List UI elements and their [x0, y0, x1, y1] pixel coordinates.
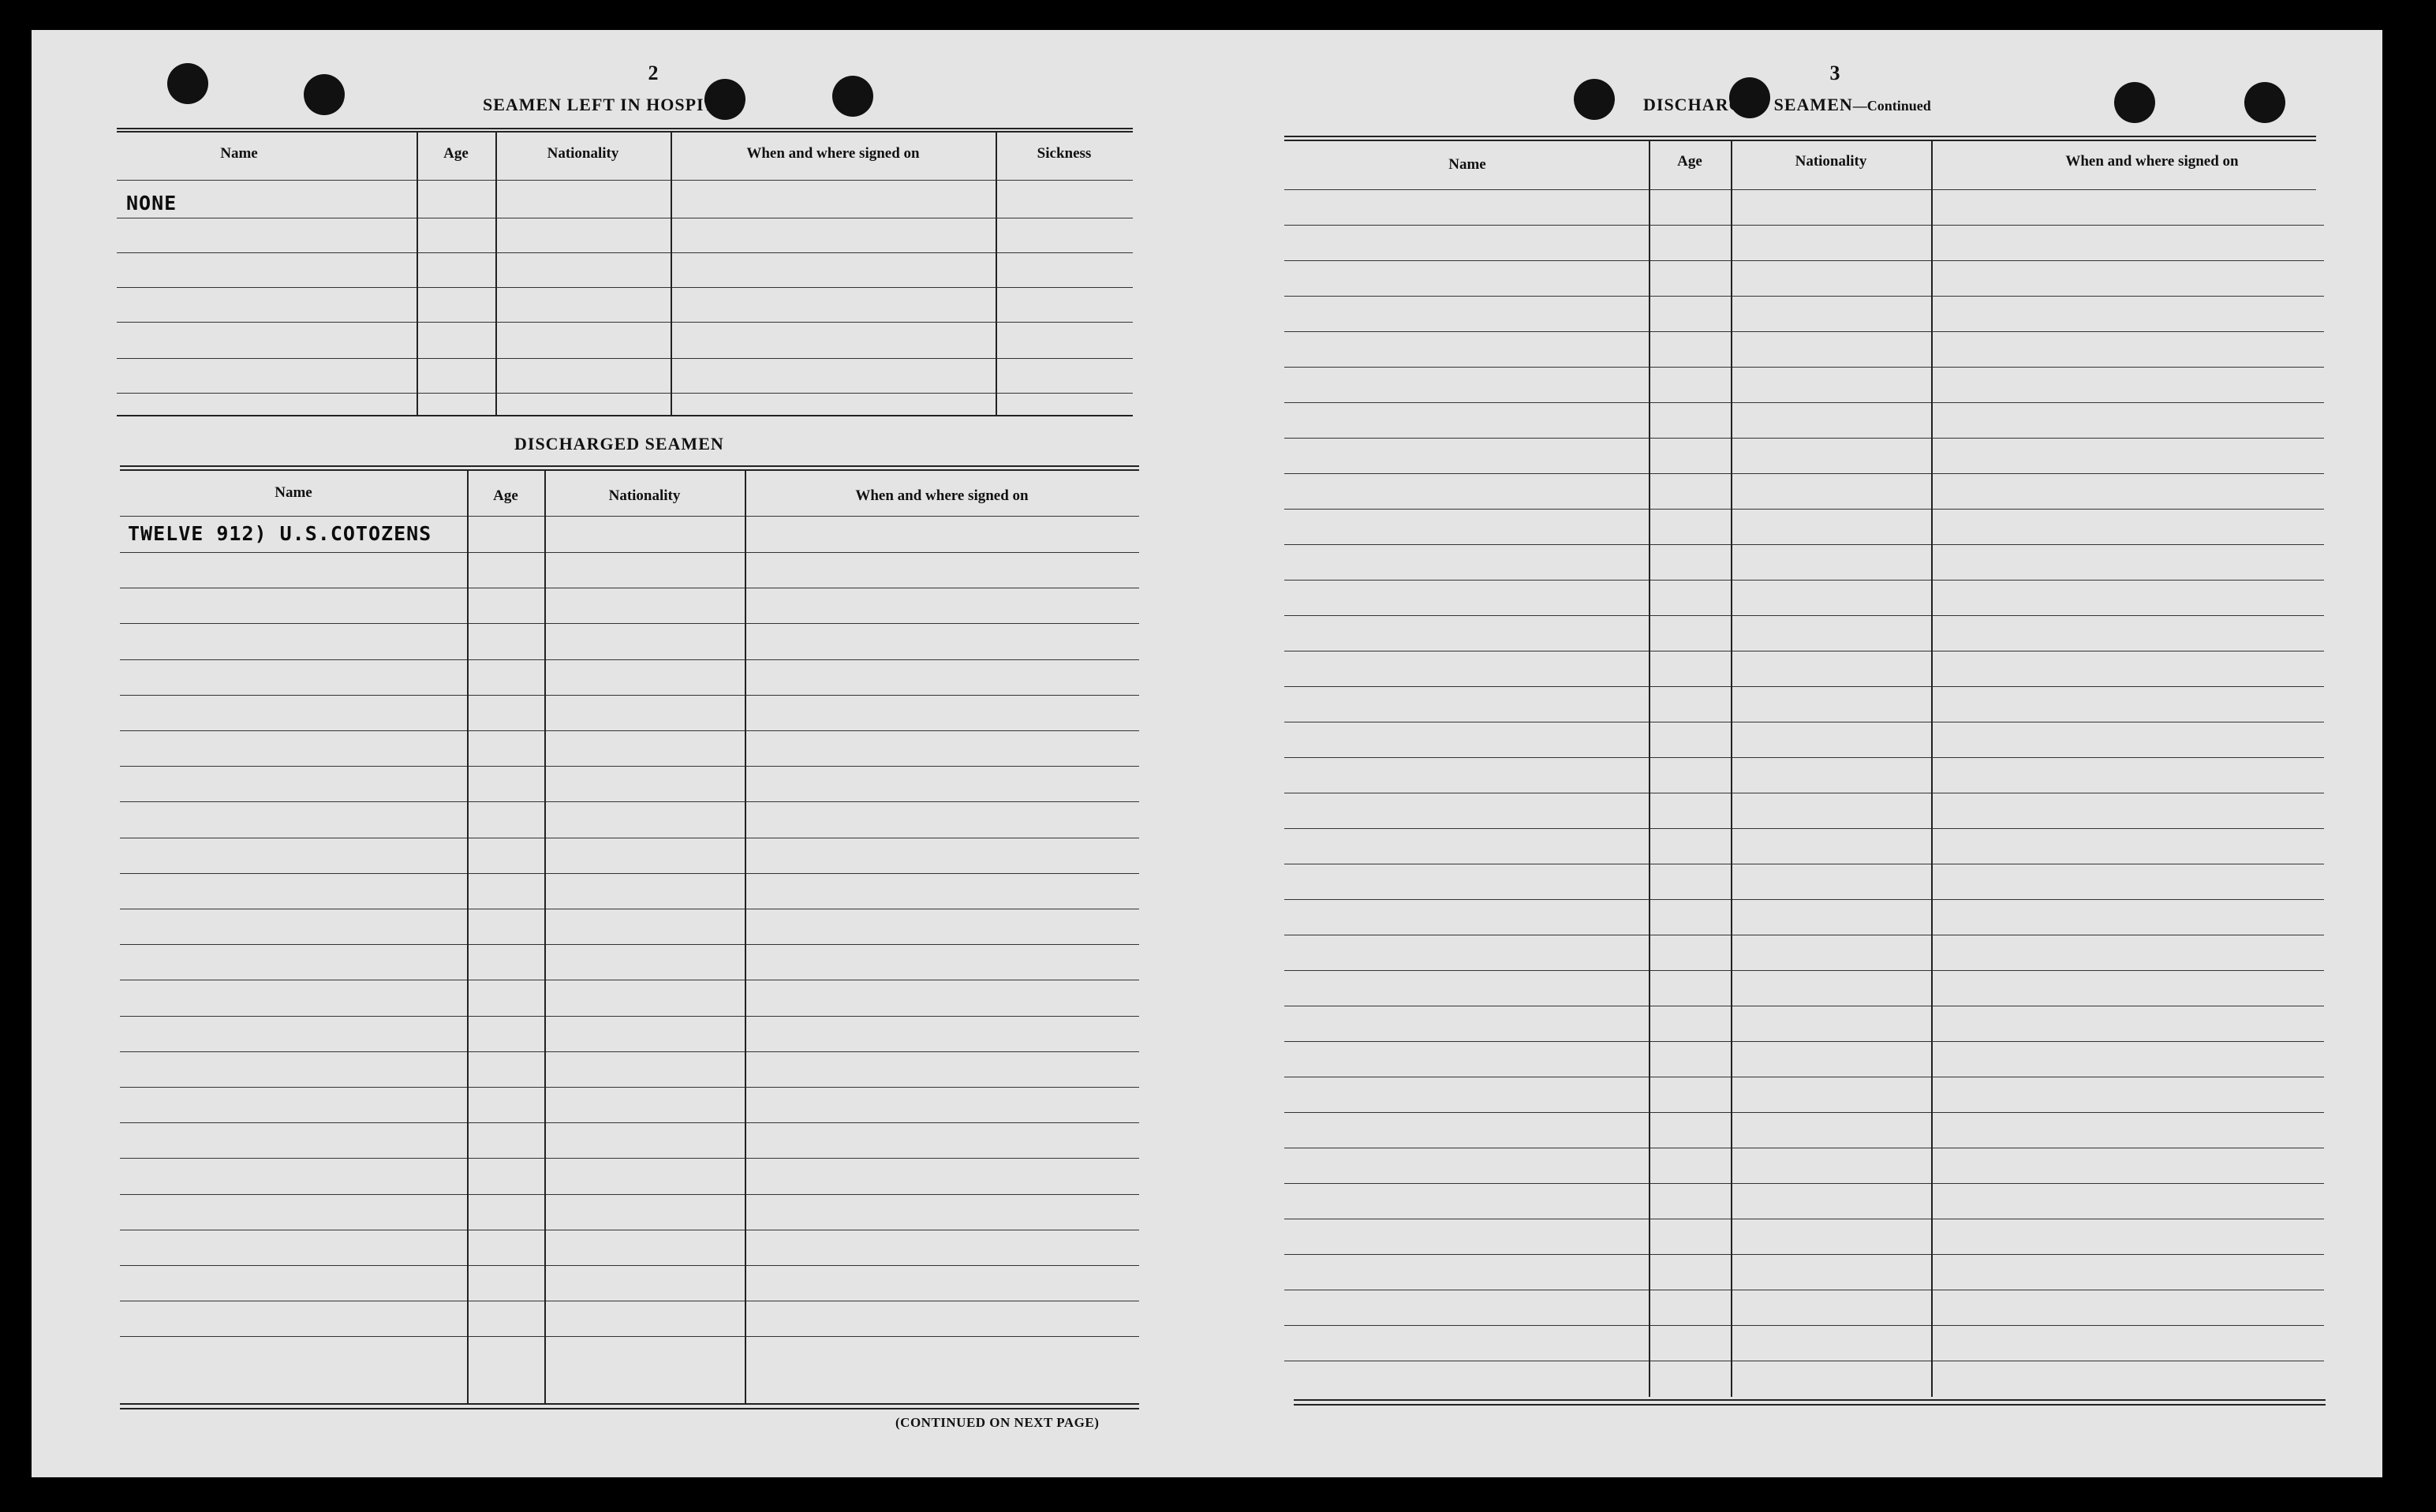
right-row-rule — [1284, 1041, 2324, 1042]
right-row-rule — [1284, 367, 2324, 368]
right-section-title — [1643, 95, 1931, 115]
left-page-number: 2 — [648, 62, 659, 84]
right-row-rule — [1284, 473, 2324, 474]
hospital-section-title: SEAMEN LEFT IN HOSPITAL — [483, 95, 742, 114]
right-row-rule — [1284, 1183, 2324, 1184]
hospital-row-rule — [117, 358, 1133, 359]
hospital-col-name: Name — [220, 145, 258, 162]
right-row-rule — [1284, 331, 2324, 332]
punch-hole — [2114, 82, 2155, 123]
hospital-col-nationality: Nationality — [547, 145, 619, 162]
discharged-row-rule — [120, 623, 1139, 624]
document-sheet — [32, 30, 2382, 1477]
right-row-rule — [1284, 1112, 2324, 1113]
punch-hole — [832, 76, 873, 117]
right-row-rule — [1284, 509, 2324, 510]
punch-hole — [167, 63, 208, 104]
right-top-rule — [1284, 140, 2316, 141]
discharged-bottom-rule — [120, 1403, 1139, 1405]
discharged-col-age: Age — [493, 487, 518, 504]
hospital-col-divider — [417, 131, 418, 415]
hospital-header-rule — [117, 180, 1133, 181]
hospital-top-rule — [117, 131, 1133, 133]
right-col-nationality: Nationality — [1795, 153, 1867, 170]
discharged-col-name: Name — [275, 484, 312, 501]
discharged-col-divider — [745, 469, 746, 1403]
right-row-rule — [1284, 544, 2324, 545]
discharged-col-signed-on: When and where signed on — [855, 487, 1029, 504]
right-section-title-text: DISCHARGED SEAMEN — [1643, 95, 1853, 114]
punch-hole — [2244, 82, 2285, 123]
punch-hole — [304, 74, 345, 115]
hospital-row-rule — [117, 393, 1133, 394]
discharged-row-rule — [120, 944, 1139, 945]
hospital-col-divider — [996, 131, 997, 415]
right-row-rule — [1284, 970, 2324, 971]
right-col-divider — [1931, 140, 1933, 1397]
continued-footer: (CONTINUED ON NEXT PAGE) — [895, 1415, 1100, 1430]
right-bottom-rule — [1294, 1399, 2326, 1401]
right-row-rule — [1284, 296, 2324, 297]
right-row-rule — [1284, 757, 2324, 758]
right-top-rule — [1284, 136, 2316, 137]
discharged-col-divider — [467, 469, 469, 1403]
right-row-rule — [1284, 1325, 2324, 1326]
right-row-rule — [1284, 899, 2324, 900]
right-row-rule — [1284, 1254, 2324, 1255]
hospital-col-divider — [671, 131, 672, 415]
hospital-row-rule — [117, 322, 1133, 323]
right-row-rule — [1284, 686, 2324, 687]
hospital-top-rule — [117, 128, 1133, 129]
discharged-row-rule — [120, 659, 1139, 660]
discharged-entry-name: TWELVE 912) U.S.COTOZENS — [128, 522, 432, 545]
discharged-row-rule — [120, 1122, 1139, 1123]
hospital-col-signed-on: When and where signed on — [746, 145, 920, 162]
hospital-col-age: Age — [443, 145, 469, 162]
hospital-entry-name: NONE — [126, 192, 177, 215]
discharged-row-rule — [120, 730, 1139, 731]
discharged-row-rule — [120, 1158, 1139, 1159]
hospital-row-rule — [117, 287, 1133, 288]
discharged-col-divider — [544, 469, 546, 1403]
right-col-name: Name — [1448, 156, 1486, 173]
right-col-divider — [1649, 140, 1650, 1397]
right-row-rule — [1284, 828, 2324, 829]
right-col-signed-on: When and where signed on — [2065, 153, 2239, 170]
right-row-rule — [1284, 580, 2324, 581]
right-col-divider — [1731, 140, 1732, 1397]
discharged-row-rule — [120, 873, 1139, 874]
hospital-row-rule — [117, 252, 1133, 253]
right-row-rule — [1284, 615, 2324, 616]
discharged-row-rule — [120, 552, 1139, 553]
discharged-row-rule — [120, 1336, 1139, 1337]
right-section-title-suffix: —Continued — [1852, 98, 1931, 114]
discharged-row-rule — [120, 1194, 1139, 1195]
discharged-col-nationality: Nationality — [608, 487, 681, 504]
discharged-header-rule — [120, 516, 1139, 517]
discharged-top-rule — [120, 465, 1139, 467]
hospital-col-divider — [495, 131, 497, 415]
hospital-bottom-rule — [117, 415, 1133, 416]
right-bottom-rule — [1294, 1404, 2326, 1406]
right-row-rule — [1284, 438, 2324, 439]
right-row-rule — [1284, 260, 2324, 261]
discharged-bottom-rule — [120, 1408, 1139, 1409]
discharged-row-rule — [120, 1265, 1139, 1266]
discharged-top-rule — [120, 469, 1139, 471]
right-row-rule — [1284, 402, 2324, 403]
discharged-row-rule — [120, 1016, 1139, 1017]
discharged-row-rule — [120, 695, 1139, 696]
discharged-row-rule — [120, 801, 1139, 802]
discharged-section-title: DISCHARGED SEAMEN — [514, 434, 724, 454]
discharged-row-rule — [120, 1051, 1139, 1052]
hospital-col-sickness: Sickness — [1037, 145, 1092, 162]
right-row-rule — [1284, 225, 2324, 226]
right-header-rule — [1284, 189, 2316, 190]
right-page-number: 3 — [1829, 62, 1840, 84]
punch-hole — [1574, 79, 1615, 120]
discharged-row-rule — [120, 766, 1139, 767]
discharged-row-rule — [120, 1087, 1139, 1088]
right-col-age: Age — [1677, 153, 1702, 170]
